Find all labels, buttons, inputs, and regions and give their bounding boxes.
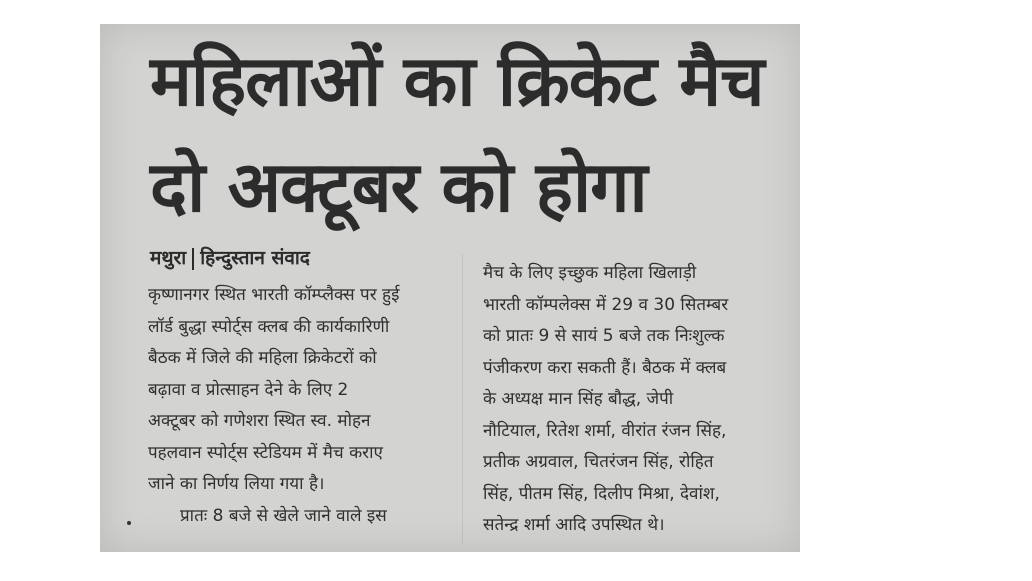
- article-line: के अध्यक्ष मान सिंह बौद्ध, जेपी: [483, 389, 674, 409]
- article-column-right: [483, 258, 788, 542]
- byline: [150, 244, 310, 270]
- byline-place: मथुरा: [150, 247, 187, 269]
- article-line: पंजीकरण करा सकती हैं। बैठक में क्लब: [483, 357, 727, 378]
- article-line: बढ़ावा व प्रोत्साहन देने के लिए 2: [148, 379, 349, 400]
- article-line: प्रतीक अग्रवाल, चितरंजन सिंह, रोहित: [483, 452, 714, 472]
- article-line: प्रातः 8 बजे से खेले जाने वाले इस: [180, 505, 387, 526]
- article-line: जाने का निर्णय लिया गया है।: [148, 474, 325, 494]
- article-line: पहलवान स्पोर्ट्स स्टेडियम में मैच कराए: [148, 442, 383, 463]
- article-line: सतेन्द्र शर्मा आदि उपस्थित थे।: [483, 515, 665, 535]
- byline-divider: [192, 248, 194, 270]
- headline-line-1: महिलाओं का क्रिकेट मैच: [150, 40, 764, 122]
- article-line: मैच के लिए इच्छुक महिला खिलाड़ी: [483, 263, 697, 283]
- article-line: अक्टूबर को गणेशरा स्थित स्व. मोहन: [148, 411, 371, 431]
- byline-source: हिन्दुस्तान संवाद: [200, 247, 310, 269]
- headline-line-2: दो अक्टूबर को होगा: [150, 146, 647, 228]
- article-line: नौटियाल, रितेश शर्मा, वीरांत रंजन सिंह,: [483, 420, 727, 441]
- article-column-left: [148, 280, 453, 532]
- article-line: कृष्णानगर स्थित भारती कॉम्प्लैक्स पर हुई: [148, 285, 400, 305]
- article-line: लॉर्ड बुद्धा स्पोर्ट्स क्लब की कार्यकारिणी: [148, 316, 390, 337]
- article-line: बैठक में जिले की महिला क्रिकेटरों को: [148, 348, 377, 368]
- article-line: सिंह, पीतम सिंह, दिलीप मिश्रा, देवांश,: [483, 483, 720, 504]
- column-divider: [462, 254, 463, 544]
- article-line: भारती कॉम्पलेक्स में 29 व 30 सितम्बर: [483, 294, 729, 315]
- print-speck: [127, 521, 131, 525]
- newspaper-clipping: [100, 24, 800, 552]
- article-line: को प्रातः 9 से सायं 5 बजे तक निःशुल्क: [483, 326, 725, 346]
